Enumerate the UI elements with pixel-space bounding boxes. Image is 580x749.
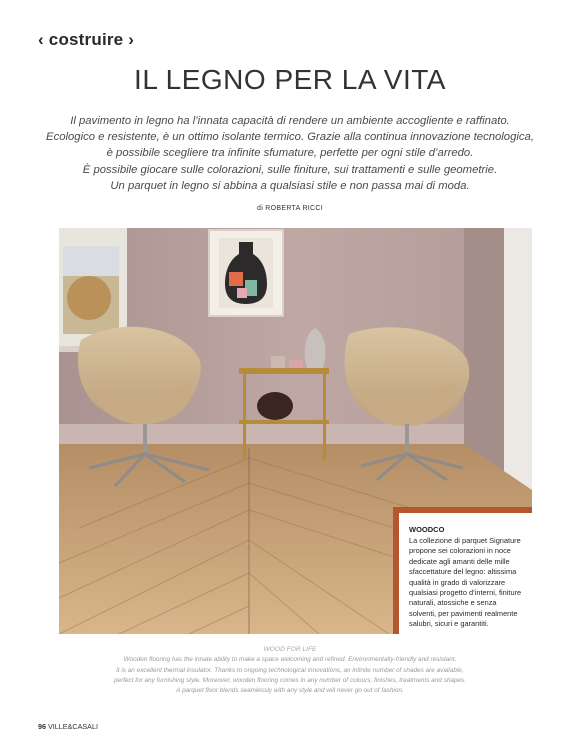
intro-line: Ecologico e resistente, è un ottimo isolante termico. Grazie alla continua innovazione tecnologica,	[46, 131, 534, 144]
english-line: it is an excellent thermal insulator. Thanks to ongoing technological innovations, an infinite number of shades are available,	[116, 666, 464, 674]
caption-title: WOODCO	[409, 525, 445, 534]
english-line: A parquet floor blends seamlessly with any style and will never go out of fashion.	[176, 687, 404, 695]
byline: di ROBERTA RICCI	[257, 205, 323, 212]
english-translation	[60, 645, 520, 696]
intro-line: Un parquet in legno si abbina a qualsiasi stile e non passa mai di moda.	[110, 179, 470, 192]
page-title: IL LEGNO PER LA VITA	[134, 64, 446, 95]
page-number: 96	[38, 722, 46, 731]
english-title: WOOD FOR LIFE	[263, 646, 317, 653]
intro-line: Il pavimento in legno ha l’innata capacità di rendere un ambiente accogliente e raffinato.	[70, 115, 510, 127]
magazine-name: VILLE&CASALI	[48, 722, 98, 731]
english-line: perfect for any furnishing style. Moreover, wooden flooring comes in any number of colours, finishes, treatments and shapes.	[113, 676, 467, 684]
section-tag: ‹ costruire ›	[38, 30, 135, 49]
english-line: Wooden flooring has the innate ability to make a space welcoming and refined. Environmentally-friendly and resistant,	[123, 656, 457, 664]
intro-paragraph	[40, 113, 540, 194]
intro-line: È possibile giocare sulle colorazioni, sulle finiture, sui trattamenti e sulle geometrie.	[82, 163, 498, 176]
caption-box	[393, 507, 532, 634]
caption-text: La collezione di parquet Signature propone sei colorazioni in noce dedicate agli amanti delle mille sfaccettature del legno: altissima qualità in grado di valorizzare qualsiasi progetto d’interni, finiture naturali, atossiche e senza solventi, per pavimenti realmente salubri, sicuri e garantiti.	[409, 536, 522, 629]
page-footer	[38, 722, 98, 731]
intro-line: è possibile scegliere tra infinite sfumature, perfette per ogni stile d’arredo.	[106, 147, 474, 160]
